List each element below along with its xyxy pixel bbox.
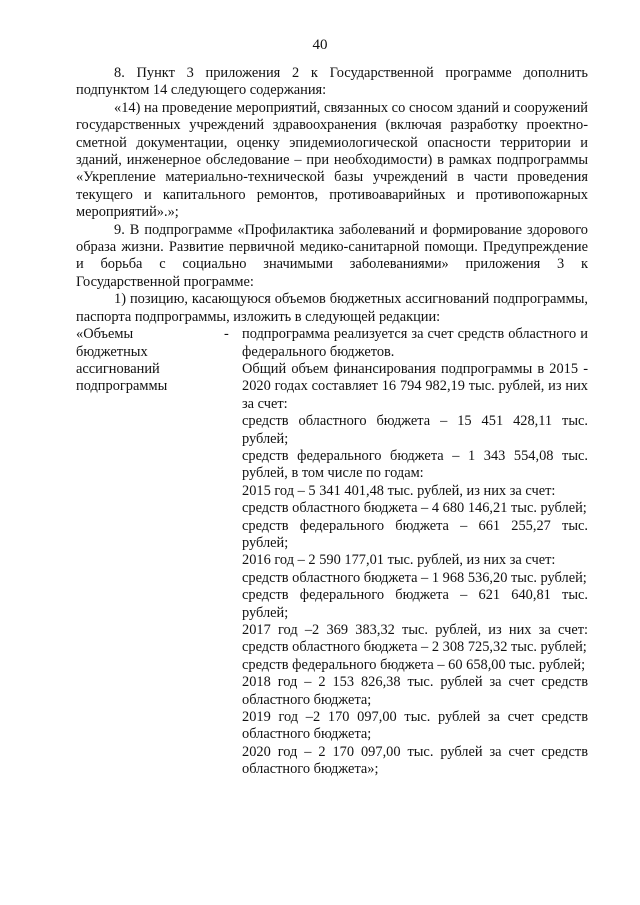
paragraph-subitem-14: «14) на проведение мероприятий, связанных со сносом зданий и сооружений государственных учреждений здравоохранения (включая разработку проектно-сметной документации, оценку эпидемиологической опасности территории и зданий, инженерное обследование – при необходимости) в рамках подпрограммы «Укрепление материально-технической базы учреждений в части проведения текущего и капитального ремонтов, противоаварийных и противопожарных мероприятий».»; bbox=[76, 99, 588, 221]
passport-value-line: Общий объем финансирования подпрограммы в 2015 - 2020 годах составляет 16 794 982,19 тыс. рублей, из них за счет: bbox=[242, 360, 588, 412]
passport-value-line: 2015 год – 5 341 401,48 тыс. рублей, из них за счет: bbox=[242, 482, 556, 499]
passport-label-line: подпрограммы bbox=[76, 378, 168, 395]
passport-label-line: «Объемы bbox=[76, 326, 134, 343]
page-number: 40 bbox=[312, 37, 328, 53]
passport-dash: - bbox=[224, 326, 229, 343]
paragraph-8: 8. Пункт 3 приложения 2 к Государственной программе дополнить подпунктом 14 следующего содержания: bbox=[76, 65, 588, 99]
passport-label bbox=[76, 326, 224, 779]
passport-value-line: средств областного бюджета – 4 680 146,21 тыс. рублей; bbox=[242, 500, 587, 517]
passport-value-line: 2017 год –2 369 383,32 тыс. рублей, из них за счет: средств областного бюджета – 2 308 725,32 тыс. рублей; bbox=[242, 622, 588, 656]
passport-label-line: бюджетных bbox=[76, 343, 148, 360]
passport-label-line: ассигнований bbox=[76, 360, 160, 377]
passport-value-line: средств федерального бюджета – 661 255,27 тыс. рублей; bbox=[242, 517, 588, 551]
passport-value-line: 2019 год –2 170 097,00 тыс. рублей за счет средств областного бюджета; bbox=[242, 709, 588, 743]
passport-value-line: средств областного бюджета – 1 968 536,20 тыс. рублей; bbox=[242, 569, 587, 586]
passport-value-line: подпрограмма реализуется за счет средств областного и федерального бюджетов. bbox=[242, 326, 588, 360]
passport-value bbox=[242, 326, 588, 779]
passport-value-line: 2018 год – 2 153 826,38 тыс. рублей за счет средств областного бюджета; bbox=[242, 674, 588, 708]
paragraph-9: 9. В подпрограмме «Профилактика заболеваний и формирование здорового образа жизни. Развитие первичной медико-санитарной помощи. Предупреждение и борьба с социально значимыми заболеваниями» приложения 3 к Государственной программе: bbox=[76, 221, 588, 290]
paragraph-9-1: 1) позицию, касающуюся объемов бюджетных ассигнований подпрограммы, паспорта подпрограммы, изложить в следующей редакции: bbox=[76, 291, 588, 325]
passport-value-line: средств федерального бюджета – 621 640,81 тыс. рублей; bbox=[242, 587, 588, 621]
passport-value-line: 2016 год – 2 590 177,01 тыс. рублей, из них за счет: bbox=[242, 552, 556, 569]
document-body bbox=[76, 65, 588, 779]
passport-value-line: средств федерального бюджета – 60 658,00 тыс. рублей; bbox=[242, 656, 586, 673]
passport-value-line: средств федерального бюджета – 1 343 554,08 тыс. рублей, в том числе по годам: bbox=[242, 447, 588, 482]
passport-table bbox=[76, 326, 588, 779]
passport-value-line: 2020 год – 2 170 097,00 тыс. рублей за счет средств областного бюджета»; bbox=[242, 743, 588, 778]
passport-value-line: средств областного бюджета – 15 451 428,11 тыс. рублей; bbox=[242, 413, 588, 447]
